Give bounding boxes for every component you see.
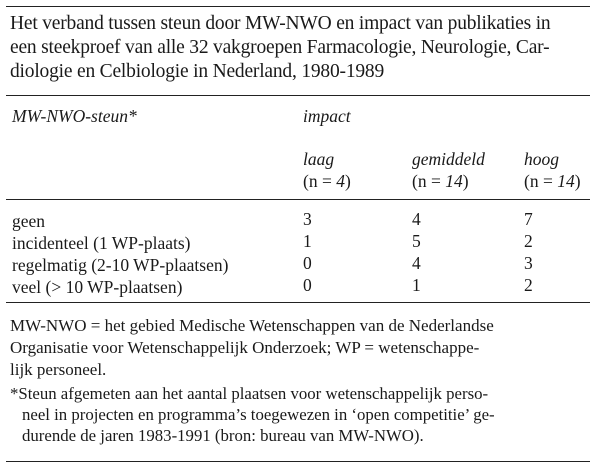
footnote-line: *Steun afgemeten aan het aantal plaatsen voor wetenschappelijk perso- — [10, 384, 489, 403]
caption-line: Het verband tussen steun door MW-NWO en impact van publikaties in — [10, 13, 551, 34]
n-close: ) — [344, 171, 351, 191]
row-label: regelmatig (2-10 WP-plaatsen) — [12, 255, 229, 275]
n-value: 14 — [445, 171, 463, 191]
column-n-gemiddeld — [412, 170, 469, 192]
table-cell: 4 — [412, 253, 421, 273]
subheader-rule — [6, 199, 590, 200]
column-n-hoog — [524, 170, 581, 192]
table-cell: 5 — [412, 231, 421, 251]
table-caption — [10, 12, 590, 84]
table-cell: 4 — [412, 209, 421, 229]
n-value: 4 — [336, 171, 345, 191]
footnote — [10, 383, 596, 446]
table-cell: 3 — [524, 253, 533, 273]
table-cell: 1 — [412, 275, 421, 295]
table-cell: 3 — [303, 209, 312, 229]
caption-line: diologie en Celbiologie in Nederland, 1980-1989 — [10, 61, 385, 82]
table-cell: 7 — [524, 209, 533, 229]
column-header-hoog: hoog — [524, 149, 559, 169]
top-rule — [6, 6, 590, 7]
bottom-rule — [6, 461, 590, 462]
footnote-line: neel in projecten en programma’s toegewezen in ‘open competitie’ ge- — [22, 405, 495, 424]
note-line: lijk personeel. — [10, 360, 107, 379]
impact-group-header: impact — [303, 106, 351, 126]
n-close: ) — [462, 171, 469, 191]
table-cell: 0 — [303, 275, 312, 295]
table-cell: 1 — [303, 231, 312, 251]
note-line: Organisatie voor Wetenschappelijk Onderzoek; WP = wetenschappe- — [10, 338, 480, 357]
table-bottom-rule — [6, 302, 590, 303]
row-label: incidenteel (1 WP-plaats) — [12, 233, 191, 253]
n-open: (n = — [412, 171, 446, 191]
footnote-line: durende de jaren 1983-1991 (bron: bureau van MW-NWO). — [22, 426, 424, 445]
row-header: MW-NWO-steun* — [12, 106, 137, 126]
caption-line: een steekproef van alle 32 vakgroepen Farmacologie, Neurologie, Car- — [10, 37, 550, 58]
table-cell: 2 — [524, 275, 533, 295]
table-cell: 0 — [303, 253, 312, 273]
n-open: (n = — [524, 171, 558, 191]
n-open: (n = — [303, 171, 337, 191]
row-label: geen — [12, 211, 46, 231]
column-header-laag: laag — [303, 149, 335, 169]
n-close: ) — [574, 171, 581, 191]
header-rule — [6, 95, 590, 96]
table-cell: 2 — [524, 231, 533, 251]
abbreviation-note — [10, 315, 596, 381]
row-label: veel (> 10 WP-plaatsen) — [12, 277, 183, 297]
note-line: MW-NWO = het gebied Medische Wetenschappen van de Nederlandse — [10, 316, 494, 335]
column-n-laag — [303, 170, 351, 192]
n-value: 14 — [557, 171, 575, 191]
column-header-gemiddeld: gemiddeld — [412, 149, 485, 169]
